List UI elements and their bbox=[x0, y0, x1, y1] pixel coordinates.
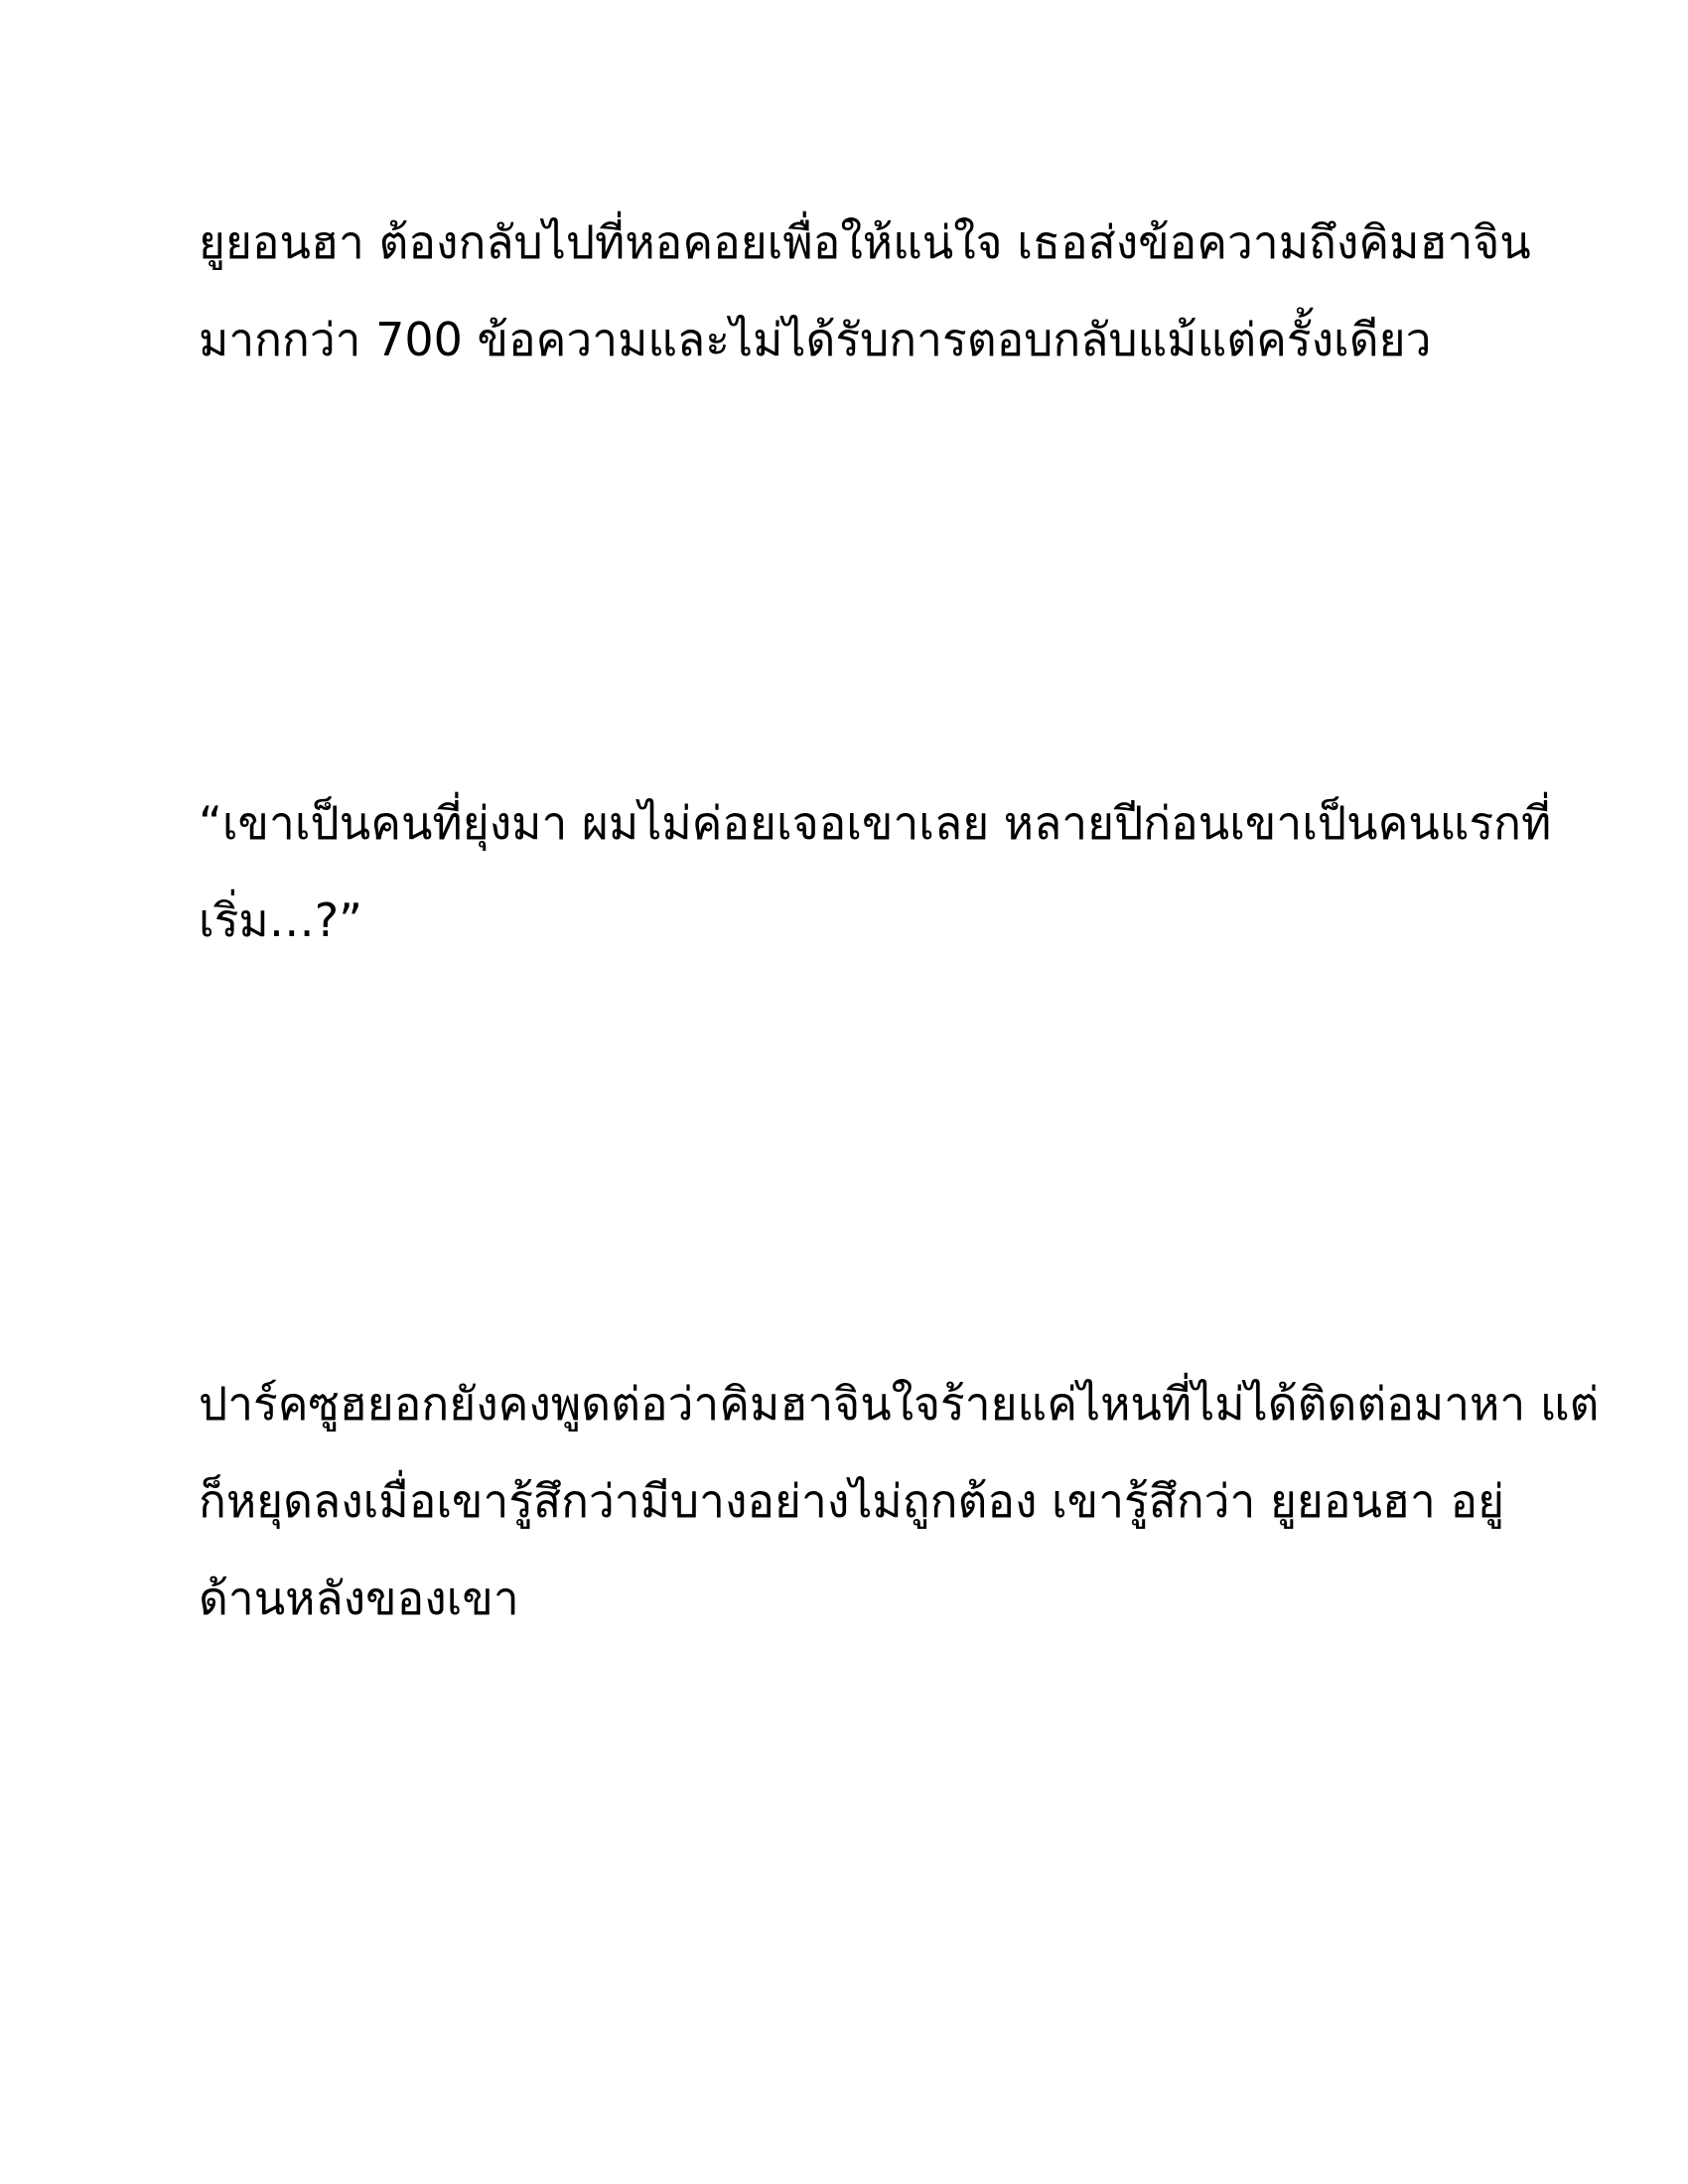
paragraph-3-line-2: ก็หยุดลงเมื่อเขารู้สึกว่ามีบางอย่างไม่ถูกต้อง เขารู้สึกว่า ยูยอนฮา อยู่ bbox=[199, 1474, 1505, 1528]
paragraph-3 bbox=[199, 1355, 1600, 1647]
paragraph-3-line-1: ปาร์คซูฮยอกยังคงพูดต่อว่าคิมฮาจินใจร้ายแค่ไหนที่ไม่ได้ติดต่อมาหา แต่ bbox=[199, 1377, 1600, 1431]
paragraph-2-line-1: “เขาเป็นคนที่ยุ่งมา ผมไม่ค่อยเจอเขาเลย หลายปีก่อนเขาเป็นคนแรกที่ bbox=[199, 796, 1552, 850]
paragraph-1-line-2: มากกว่า 700 ข้อความและไม่ได้รับการตอบกลับแม้แต่ครั้งเดียว bbox=[199, 313, 1432, 366]
paragraph-1 bbox=[199, 194, 1531, 388]
paragraph-3-line-3: ด้านหลังของเขา bbox=[199, 1571, 519, 1625]
paragraph-2 bbox=[199, 774, 1552, 969]
paragraph-2-line-2: เริ่ม…?” bbox=[199, 893, 362, 947]
paragraph-1-line-1: ยูยอนฮา ต้องกลับไปที่หอคอยเพื่อให้แน่ใจ เธอส่งข้อความถึงคิมฮาจิน bbox=[199, 215, 1531, 269]
